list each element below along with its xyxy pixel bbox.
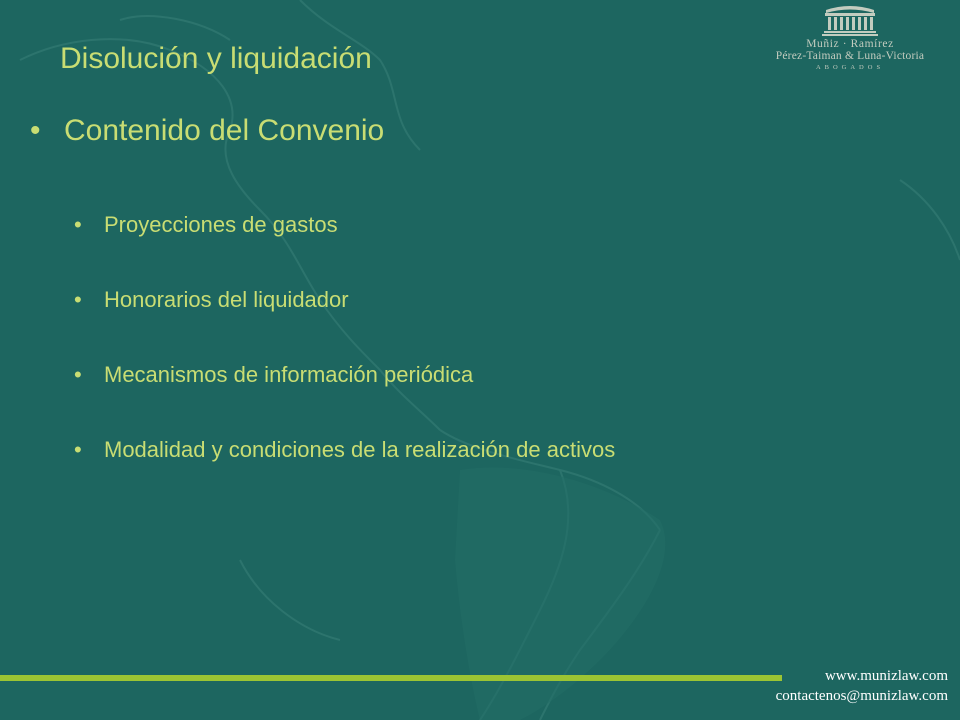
- sub-bullet-list: [74, 208, 615, 508]
- bullet-marker: •: [74, 362, 82, 387]
- sub-bullet-item: [74, 208, 615, 283]
- building-columns-icon: [822, 4, 878, 36]
- bullet-marker: •: [74, 437, 82, 462]
- firm-name-line2: Pérez-Taiman & Luna-Victoria: [775, 50, 925, 62]
- bullet-marker: •: [74, 287, 82, 312]
- footer-divider: [0, 675, 782, 681]
- main-bullet-text: Contenido del Convenio: [64, 114, 385, 147]
- firm-logo: [770, 4, 930, 71]
- sub-bullet-item: [74, 283, 615, 358]
- sub-bullet-text: Modalidad y condiciones de la realización de activos: [104, 437, 616, 462]
- bullet-marker: •: [74, 212, 82, 237]
- sub-bullet-text: Proyecciones de gastos: [104, 212, 338, 237]
- sub-bullet-item: [74, 358, 615, 433]
- email-link[interactable]: contactenos@munizlaw.com: [775, 688, 948, 704]
- firm-name-line1: Muñiz · Ramírez: [806, 38, 894, 50]
- main-bullet: [30, 114, 384, 148]
- sub-bullet-item: [74, 433, 615, 508]
- slide-title: Disolución y liquidación: [60, 42, 372, 75]
- firm-tagline: ABOGADOS: [815, 64, 885, 71]
- sub-bullet-text: Honorarios del liquidador: [104, 287, 349, 312]
- website-link[interactable]: www.munizlaw.com: [824, 668, 948, 684]
- bullet-marker: •: [30, 114, 41, 147]
- footer-contact: [776, 666, 948, 706]
- sub-bullet-text: Mecanismos de información periódica: [104, 362, 474, 387]
